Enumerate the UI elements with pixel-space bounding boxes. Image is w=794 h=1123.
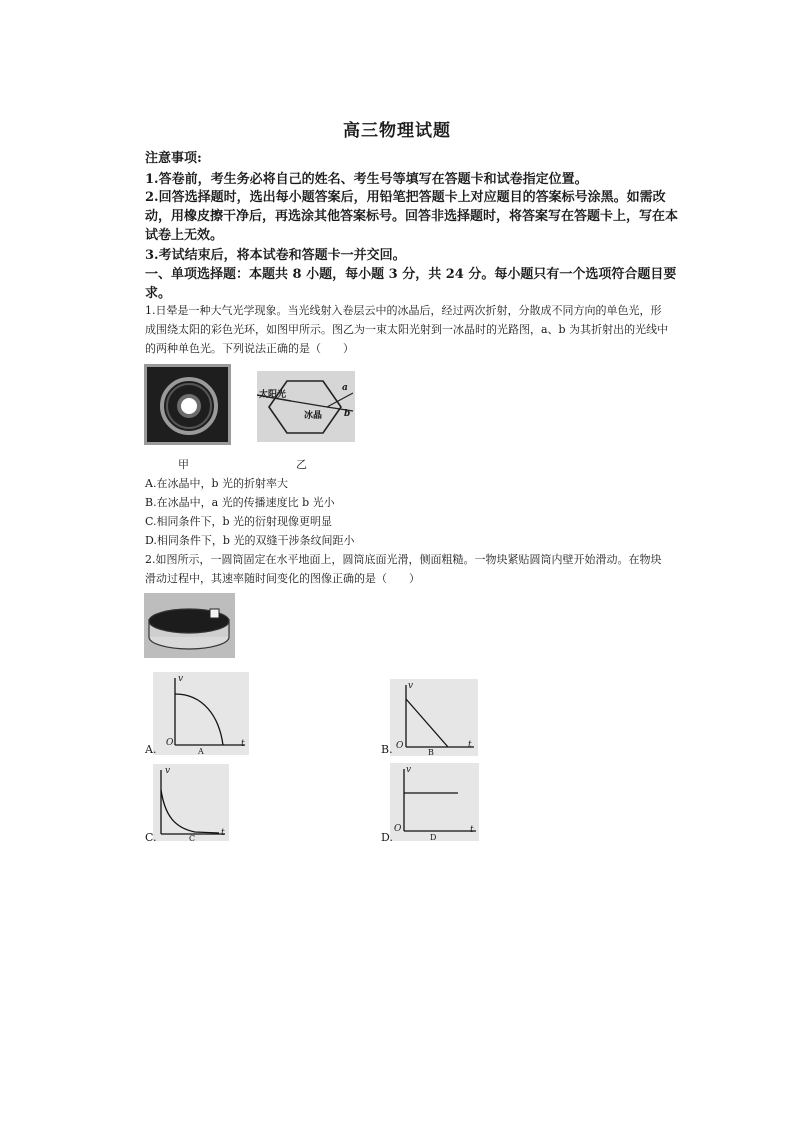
graph-a-t-label: t bbox=[241, 739, 245, 749]
ice-label: 冰晶 bbox=[304, 411, 323, 421]
graph-d-t-label: t bbox=[470, 825, 474, 835]
notice-item-2-line-3: 试卷上无效。 bbox=[145, 228, 224, 243]
graph-b-t-label: t bbox=[468, 740, 472, 750]
notice-item-2-line-2: 动，用橡皮擦干净后，再选涂其他答案标号。回答非选择题时，将答案写在答题卡上，写在本 bbox=[145, 209, 679, 224]
q1-option-d: D.相同条件下，b 光的双缝干涉条纹间距小 bbox=[145, 534, 355, 547]
q1-option-b: B.在冰晶中，a 光的传播速度比 b 光小 bbox=[145, 496, 335, 509]
ray-a-label: a bbox=[342, 383, 348, 393]
q1-option-c: C.相同条件下，b 光的衍射现像更明显 bbox=[145, 515, 333, 528]
sunlight-label: 太阳光 bbox=[259, 390, 287, 400]
graph-d-origin: O bbox=[394, 824, 402, 834]
ray-b-label: b bbox=[344, 409, 351, 419]
graph-a bbox=[153, 672, 249, 755]
graph-b-sub: B bbox=[428, 748, 434, 756]
graph-a-sub: A bbox=[198, 747, 204, 755]
graph-a-option-label: A. bbox=[145, 743, 157, 756]
notice-item-1: 1.答卷前，考生务必将自己的姓名、考生号等填写在答题卡和试卷指定位置。 bbox=[145, 172, 588, 187]
q1-text-line-2: 成围绕太阳的彩色光环，如图甲所示。图乙为一束太阳光射到一冰晶时的光路图，a、b 为其折射出的光线中 bbox=[145, 323, 669, 336]
graph-d bbox=[390, 763, 479, 841]
halo-photo bbox=[144, 364, 231, 445]
graph-c-v-label: v bbox=[165, 766, 171, 776]
notice-heading: 注意事项: bbox=[145, 151, 202, 166]
q1-text-line-1: 1.日晕是一种大气光学现象。当光线射入卷层云中的冰晶后，经过两次折射，分散成不同方向的单色光，形 bbox=[145, 304, 662, 317]
graph-b-option-label: B. bbox=[381, 743, 393, 756]
graph-c-t-label: t bbox=[221, 828, 225, 838]
graph-d-sub: D bbox=[430, 833, 437, 841]
graph-b-origin: O bbox=[396, 741, 404, 751]
section-heading-line-2: 求。 bbox=[145, 286, 172, 301]
q1-option-a: A.在冰晶中，b 光的折射率大 bbox=[145, 477, 288, 490]
fig-label-yi: 乙 bbox=[296, 458, 307, 471]
cylinder-photo bbox=[144, 593, 235, 658]
graph-c-sub: C bbox=[189, 834, 196, 841]
page-title: 高三物理试题 bbox=[343, 121, 451, 141]
notice-item-2-line-1: 2.回答选择题时，选出每小题答案后，用铅笔把答题卡上对应题目的答案标号涂黑。如需改 bbox=[145, 190, 666, 205]
q2-text-line-2: 滑动过程中，其速率随时间变化的图像正确的是（ ） bbox=[145, 572, 420, 585]
graph-d-v-label: v bbox=[406, 765, 412, 775]
ice-crystal-diagram bbox=[257, 371, 355, 442]
graph-b bbox=[390, 679, 478, 756]
notice-item-3: 3.考试结束后，将本试卷和答题卡一并交回。 bbox=[145, 248, 406, 263]
graph-a-origin: O bbox=[166, 738, 174, 748]
graph-c bbox=[153, 764, 229, 841]
q1-text-line-3: 的两种单色光。下列说法正确的是（ ） bbox=[145, 342, 354, 355]
graph-d-option-label: D. bbox=[381, 831, 393, 844]
fig-label-jia: 甲 bbox=[178, 458, 189, 471]
q2-text-line-1: 2.如图所示，一圆筒固定在水平地面上，圆筒底面光滑，侧面粗糙。一物块紧贴圆筒内壁开始滑动。在物块 bbox=[145, 553, 662, 566]
graph-c-option-label: C. bbox=[145, 831, 157, 844]
graph-a-v-label: v bbox=[178, 674, 184, 684]
section-heading-line-1: 一、单项选择题：本题共 8 小题，每小题 3 分，共 24 分。每小题只有一个选项符合题目要 bbox=[145, 267, 677, 282]
graph-b-v-label: v bbox=[408, 681, 414, 691]
